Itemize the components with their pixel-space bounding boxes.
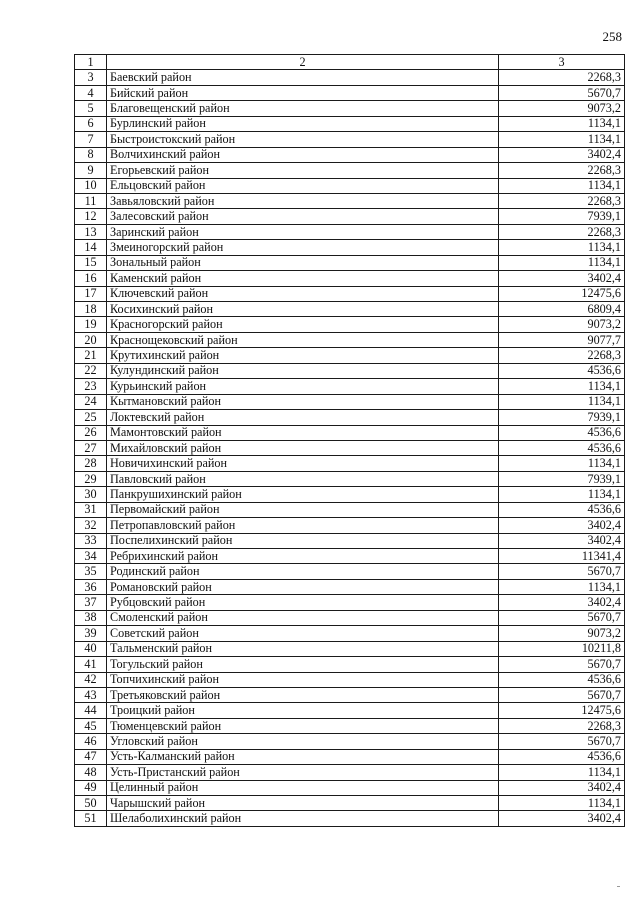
row-number-cell: 49	[75, 780, 107, 795]
district-name-cell: Шелаболихинский район	[107, 811, 499, 826]
table-body	[75, 70, 625, 826]
row-number-cell: 18	[75, 302, 107, 317]
row-number-cell: 35	[75, 564, 107, 579]
row-number-cell: 4	[75, 85, 107, 100]
amount-cell: 1134,1	[499, 116, 625, 131]
district-name-cell: Косихинский район	[107, 302, 499, 317]
row-number-cell: 42	[75, 672, 107, 687]
table-row	[75, 394, 625, 409]
row-number-cell: 33	[75, 533, 107, 548]
row-number-cell: 36	[75, 579, 107, 594]
amount-cell: 2268,3	[499, 224, 625, 239]
table-row	[75, 796, 625, 811]
district-name-cell: Топчихинский район	[107, 672, 499, 687]
row-number-cell: 10	[75, 178, 107, 193]
district-table	[74, 54, 625, 827]
amount-cell: 9073,2	[499, 101, 625, 116]
amount-cell: 1134,1	[499, 796, 625, 811]
table-row	[75, 471, 625, 486]
amount-cell: 1134,1	[499, 178, 625, 193]
district-name-cell: Павловский район	[107, 471, 499, 486]
row-number-cell: 44	[75, 703, 107, 718]
amount-cell: 2268,3	[499, 163, 625, 178]
table-row	[75, 703, 625, 718]
row-number-cell: 3	[75, 70, 107, 85]
amount-cell: 1134,1	[499, 487, 625, 502]
row-number-cell: 14	[75, 240, 107, 255]
table-row	[75, 672, 625, 687]
table-row	[75, 193, 625, 208]
row-number-cell: 46	[75, 734, 107, 749]
amount-cell: 10211,8	[499, 641, 625, 656]
amount-cell: 4536,6	[499, 440, 625, 455]
page-number: 258	[602, 29, 622, 44]
row-number-cell: 32	[75, 518, 107, 533]
amount-cell: 1134,1	[499, 765, 625, 780]
amount-cell: 1134,1	[499, 132, 625, 147]
table-row	[75, 70, 625, 85]
row-number-cell: 29	[75, 471, 107, 486]
amount-cell: 1134,1	[499, 255, 625, 270]
district-name-cell: Смоленский район	[107, 610, 499, 625]
district-name-cell: Змеиногорский район	[107, 240, 499, 255]
table-row	[75, 734, 625, 749]
district-name-cell: Советский район	[107, 626, 499, 641]
amount-cell: 4536,6	[499, 672, 625, 687]
table-row	[75, 178, 625, 193]
row-number-cell: 7	[75, 132, 107, 147]
district-name-cell: Бийский район	[107, 85, 499, 100]
row-number-cell: 48	[75, 765, 107, 780]
table-row	[75, 765, 625, 780]
table-row	[75, 687, 625, 702]
table-row	[75, 502, 625, 517]
row-number-cell: 38	[75, 610, 107, 625]
amount-cell: 4536,6	[499, 425, 625, 440]
amount-cell: 6809,4	[499, 302, 625, 317]
row-number-cell: 25	[75, 410, 107, 425]
amount-cell: 4536,6	[499, 749, 625, 764]
table-row	[75, 302, 625, 317]
district-name-cell: Завьяловский район	[107, 193, 499, 208]
row-number-cell: 5	[75, 101, 107, 116]
table-row	[75, 363, 625, 378]
row-number-cell: 8	[75, 147, 107, 162]
table-row	[75, 255, 625, 270]
table-header-row	[75, 55, 625, 70]
column-header-amount: 3	[499, 55, 625, 70]
amount-cell: 3402,4	[499, 533, 625, 548]
table-row	[75, 224, 625, 239]
district-name-cell: Мамонтовский район	[107, 425, 499, 440]
table-row	[75, 163, 625, 178]
amount-cell: 9073,2	[499, 317, 625, 332]
district-name-cell: Крутихинский район	[107, 348, 499, 363]
district-name-cell: Красногорский район	[107, 317, 499, 332]
row-number-cell: 21	[75, 348, 107, 363]
district-name-cell: Волчихинский район	[107, 147, 499, 162]
amount-cell: 7939,1	[499, 209, 625, 224]
table-row	[75, 549, 625, 564]
row-number-cell: 43	[75, 687, 107, 702]
amount-cell: 5670,7	[499, 657, 625, 672]
district-name-cell: Третьяковский район	[107, 687, 499, 702]
table-row	[75, 518, 625, 533]
district-name-cell: Заринский район	[107, 224, 499, 239]
row-number-cell: 16	[75, 271, 107, 286]
row-number-cell: 45	[75, 718, 107, 733]
table-row	[75, 209, 625, 224]
district-name-cell: Залесовский район	[107, 209, 499, 224]
district-name-cell: Троицкий район	[107, 703, 499, 718]
row-number-cell: 23	[75, 379, 107, 394]
district-name-cell: Первомайский район	[107, 502, 499, 517]
amount-cell: 3402,4	[499, 811, 625, 826]
amount-cell: 1134,1	[499, 240, 625, 255]
district-name-cell: Баевский район	[107, 70, 499, 85]
table-row	[75, 116, 625, 131]
district-name-cell: Рубцовский район	[107, 595, 499, 610]
table-row	[75, 317, 625, 332]
district-name-cell: Тогульский район	[107, 657, 499, 672]
amount-cell: 2268,3	[499, 193, 625, 208]
table-row	[75, 610, 625, 625]
table-row	[75, 564, 625, 579]
row-number-cell: 12	[75, 209, 107, 224]
row-number-cell: 15	[75, 255, 107, 270]
row-number-cell: 51	[75, 811, 107, 826]
district-name-cell: Благовещенский район	[107, 101, 499, 116]
table-row	[75, 487, 625, 502]
table-row	[75, 456, 625, 471]
district-name-cell: Краснощековский район	[107, 332, 499, 347]
district-name-cell: Курьинский район	[107, 379, 499, 394]
district-name-cell: Родинский район	[107, 564, 499, 579]
row-number-cell: 24	[75, 394, 107, 409]
scan-speck	[617, 886, 620, 887]
district-name-cell: Кулундинский район	[107, 363, 499, 378]
table-row	[75, 811, 625, 826]
amount-cell: 1134,1	[499, 456, 625, 471]
row-number-cell: 31	[75, 502, 107, 517]
amount-cell: 11341,4	[499, 549, 625, 564]
table-row	[75, 641, 625, 656]
district-name-cell: Бурлинский район	[107, 116, 499, 131]
district-name-cell: Новичихинский район	[107, 456, 499, 471]
district-name-cell: Каменский район	[107, 271, 499, 286]
amount-cell: 12475,6	[499, 286, 625, 301]
amount-cell: 3402,4	[499, 518, 625, 533]
row-number-cell: 11	[75, 193, 107, 208]
district-name-cell: Ключевский район	[107, 286, 499, 301]
row-number-cell: 30	[75, 487, 107, 502]
row-number-cell: 26	[75, 425, 107, 440]
row-number-cell: 41	[75, 657, 107, 672]
amount-cell: 3402,4	[499, 780, 625, 795]
district-name-cell: Угловский район	[107, 734, 499, 749]
amount-cell: 7939,1	[499, 410, 625, 425]
amount-cell: 9073,2	[499, 626, 625, 641]
row-number-cell: 27	[75, 440, 107, 455]
table-row	[75, 286, 625, 301]
amount-cell: 2268,3	[499, 718, 625, 733]
district-name-cell: Чарышский район	[107, 796, 499, 811]
district-name-cell: Ельцовский район	[107, 178, 499, 193]
district-name-cell: Тюменцевский район	[107, 718, 499, 733]
table-row	[75, 379, 625, 394]
table-row	[75, 348, 625, 363]
district-name-cell: Михайловский район	[107, 440, 499, 455]
row-number-cell: 47	[75, 749, 107, 764]
table-row	[75, 410, 625, 425]
table-row	[75, 595, 625, 610]
amount-cell: 9077,7	[499, 332, 625, 347]
district-name-cell: Локтевский район	[107, 410, 499, 425]
table-row	[75, 626, 625, 641]
table-row	[75, 657, 625, 672]
table-row	[75, 332, 625, 347]
table-row	[75, 240, 625, 255]
table-row	[75, 579, 625, 594]
table-row	[75, 425, 625, 440]
row-number-cell: 50	[75, 796, 107, 811]
table-row	[75, 132, 625, 147]
amount-cell: 3402,4	[499, 595, 625, 610]
district-name-cell: Ребрихинский район	[107, 549, 499, 564]
district-name-cell: Усть-Калманский район	[107, 749, 499, 764]
row-number-cell: 17	[75, 286, 107, 301]
column-header-district: 2	[107, 55, 499, 70]
table-row	[75, 147, 625, 162]
amount-cell: 1134,1	[499, 579, 625, 594]
amount-cell: 5670,7	[499, 564, 625, 579]
amount-cell: 5670,7	[499, 734, 625, 749]
table-row	[75, 101, 625, 116]
district-name-cell: Егорьевский район	[107, 163, 499, 178]
district-name-cell: Целинный район	[107, 780, 499, 795]
table-row	[75, 749, 625, 764]
district-name-cell: Зональный район	[107, 255, 499, 270]
amount-cell: 7939,1	[499, 471, 625, 486]
row-number-cell: 40	[75, 641, 107, 656]
district-name-cell: Усть-Пристанский район	[107, 765, 499, 780]
amount-cell: 12475,6	[499, 703, 625, 718]
amount-cell: 4536,6	[499, 502, 625, 517]
amount-cell: 1134,1	[499, 379, 625, 394]
row-number-cell: 19	[75, 317, 107, 332]
table-row	[75, 85, 625, 100]
row-number-cell: 6	[75, 116, 107, 131]
row-number-cell: 9	[75, 163, 107, 178]
district-name-cell: Петропавловский район	[107, 518, 499, 533]
column-header-number: 1	[75, 55, 107, 70]
table-row	[75, 271, 625, 286]
amount-cell: 5670,7	[499, 610, 625, 625]
district-name-cell: Романовский район	[107, 579, 499, 594]
row-number-cell: 28	[75, 456, 107, 471]
district-name-cell: Панкрушихинский район	[107, 487, 499, 502]
row-number-cell: 13	[75, 224, 107, 239]
row-number-cell: 37	[75, 595, 107, 610]
amount-cell: 1134,1	[499, 394, 625, 409]
row-number-cell: 34	[75, 549, 107, 564]
row-number-cell: 39	[75, 626, 107, 641]
table-row	[75, 533, 625, 548]
amount-cell: 4536,6	[499, 363, 625, 378]
amount-cell: 3402,4	[499, 271, 625, 286]
amount-cell: 5670,7	[499, 687, 625, 702]
amount-cell: 2268,3	[499, 348, 625, 363]
table-row	[75, 780, 625, 795]
district-name-cell: Поспелихинский район	[107, 533, 499, 548]
row-number-cell: 20	[75, 332, 107, 347]
district-name-cell: Кытмановский район	[107, 394, 499, 409]
district-name-cell: Быстроистокский район	[107, 132, 499, 147]
amount-cell: 5670,7	[499, 85, 625, 100]
table-row	[75, 440, 625, 455]
district-name-cell: Тальменский район	[107, 641, 499, 656]
row-number-cell: 22	[75, 363, 107, 378]
amount-cell: 2268,3	[499, 70, 625, 85]
table-row	[75, 718, 625, 733]
amount-cell: 3402,4	[499, 147, 625, 162]
